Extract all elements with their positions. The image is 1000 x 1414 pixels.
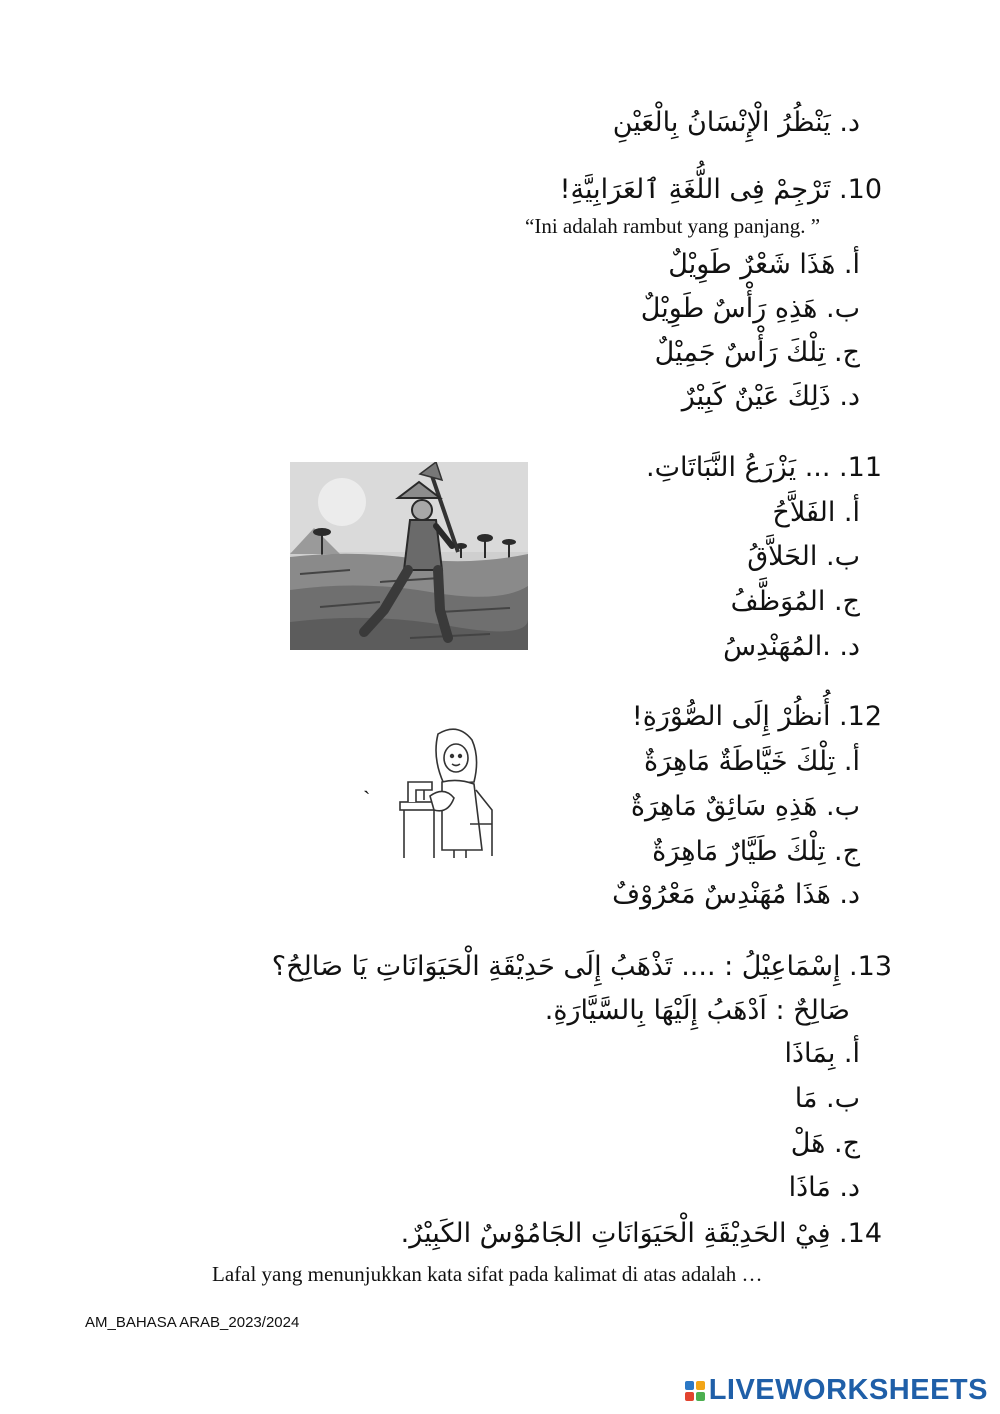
q13-option-b[interactable]: ب. مَا xyxy=(794,1083,860,1114)
q13-question: 13. إِسْمَاعِيْلُ : .... تَذْهَبُ إِلَى حَدِيْقَةِ الْحَيَوَانَاتِ يَا صَالِحُ؟ xyxy=(271,951,892,982)
logo-square-3 xyxy=(685,1392,694,1401)
q10-prompt: “Ini adalah rambut yang panjang. ” xyxy=(525,214,821,238)
q12-question: 12. أُنظُرْ إِلَى الصُّوْرَةِ! xyxy=(631,701,882,732)
stray-mark: ` xyxy=(363,786,371,811)
q9-option-d: د. يَنْظُرُ الْإِنْسَانُ بِالْعَيْنِ xyxy=(612,107,860,138)
q12-option-c[interactable]: ج. تِلْكَ طَيَّارٌ مَاهِرَةٌ xyxy=(652,836,860,867)
brand-name: LIVEWORKSHEETS xyxy=(708,1374,988,1406)
q10-option-d[interactable]: د. ذَلِكَ عَيْنٌ كَبِيْرٌ xyxy=(681,381,860,412)
q10-option-a[interactable]: أ. هَذَا شَعْرٌ طَوِيْلٌ xyxy=(668,249,860,280)
q14-prompt: Lafal yang menunjukkan kata sifat pada kalimat di atas adalah … xyxy=(212,1262,763,1286)
q12-option-a[interactable]: أ. تِلْكَ خَيَّاطَةٌ مَاهِرَةٌ xyxy=(643,746,860,777)
q11-option-a[interactable]: أ. الفَلاَّحُ xyxy=(772,497,860,528)
q13-option-c[interactable]: ج. هَلْ xyxy=(790,1128,860,1159)
logo-square-1 xyxy=(685,1381,694,1390)
q13-option-a[interactable]: أ. بِمَاذَا xyxy=(784,1038,860,1069)
q10-option-c[interactable]: ج. تِلْكَ رَأْسٌ جَمِيْلٌ xyxy=(654,337,860,368)
q11-option-c[interactable]: ج. المُوَظَّفُ xyxy=(730,586,860,617)
q12-option-d[interactable]: د. هَذَا مُهَنْدِسٌ مَعْرُوْفٌ xyxy=(612,879,860,910)
q11-question: 11. ... يَزْرَعُ النَّبَاتَاتِ. xyxy=(646,452,882,483)
liveworksheets-logo-icon xyxy=(685,1381,705,1401)
q10-question: 10. تَرْجِمْ فِى اللُّغَةِ ٱلعَرَابِيَّةِ! xyxy=(559,174,882,205)
tailor-sewing-picture xyxy=(398,724,496,864)
logo-square-2 xyxy=(696,1381,705,1390)
footer-code: AM_BAHASA ARAB_2023/2024 xyxy=(85,1314,300,1331)
q11-option-d[interactable]: د. .المُهَنْدِسُ xyxy=(723,631,860,662)
q10-option-b[interactable]: ب. هَذِهِ رَأْسٌ طَوِيْلٌ xyxy=(640,293,860,324)
farmer-hoeing-picture xyxy=(290,462,528,650)
q14-question: 14. فِيْ الحَدِيْقَةِ الْحَيَوَانَاتِ الجَامُوْسٌ الكَبِيْرٌ. xyxy=(400,1218,882,1249)
q12-option-b[interactable]: ب. هَذِهِ سَائِقٌ مَاهِرَةٌ xyxy=(630,791,860,822)
q13-answer-line: صَالِحٌ : اَدْهَبُ إِلَيْهَا بِالسَّيَّارَةِ. xyxy=(544,995,850,1026)
liveworksheets-brand[interactable] xyxy=(685,1374,988,1407)
q13-option-d[interactable]: د. مَاذَا xyxy=(788,1172,860,1203)
q11-option-b[interactable]: ب. الحَلاَّقُ xyxy=(747,541,860,572)
logo-square-4 xyxy=(696,1392,705,1401)
